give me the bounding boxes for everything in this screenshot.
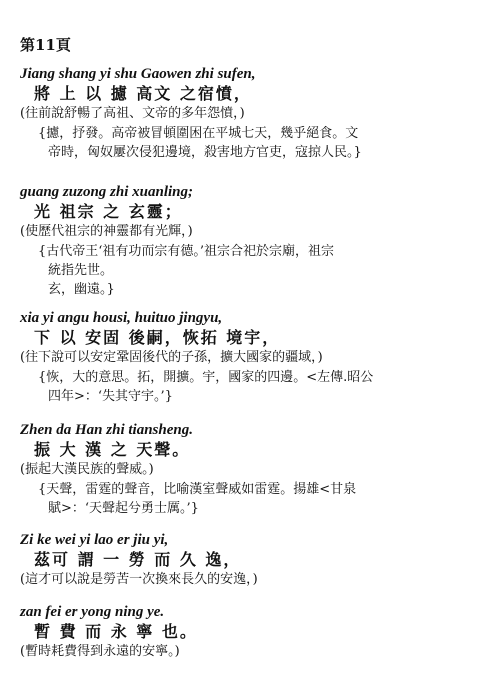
annotation-note [38,480,490,518]
hanzi-line: 下 以 安固 後嗣，恢拓 境宇， [34,328,281,347]
annotation-note [38,242,490,299]
note-line: {天聲，雷霆的聲音，比喻漢室聲威如雷霆。揚雄<甘泉 [38,482,357,497]
note-line: 玄，幽遠。} [48,282,115,297]
verse-section-1 [20,64,490,162]
translation-line: (往下說可以安定鞏固後代的子孫，擴大國家的疆域，) [20,350,323,365]
pinyin-line: Zi ke wei yi lao er jiu yi, [20,532,169,548]
note-line: 統指先世。 [48,263,114,278]
note-line: 帝時，匈奴屢次侵犯邊境，殺害地方官吏，寇掠人民。} [48,145,362,160]
hanzi-line: 茲可 謂 一 勞 而 久 逸， [34,550,242,569]
verse-section-6 [20,602,490,662]
annotation-note [38,368,490,406]
note-line: 賦>：‘天聲起兮勇士厲。’} [48,501,199,516]
verse-section-4 [20,420,490,518]
verse-section-5 [20,530,490,590]
pinyin-line: xia yi angu housi, huituo jingyu, [20,310,223,326]
hanzi-line: 將 上 以 攄 高文 之宿憤， [34,84,252,103]
pinyin-line: Zhen da Han zhi tiansheng. [20,422,193,438]
pinyin-line: guang zuzong zhi xuanling; [20,184,193,200]
note-line: {攄，抒發。高帝被冒頓圍困在平城七天，幾乎絕食。文 [38,126,359,141]
hanzi-line: 光 祖宗 之 玄靈； [34,202,183,221]
translation-line: (使歷代祖宗的神靈都有光輝，) [20,224,193,239]
note-line: 四年>：‘失其守宇。’} [48,389,173,404]
note-line: {古代帝王‘祖有功而宗有德。’祖宗合祀於宗廟，祖宗 [38,244,335,259]
annotation-note [38,124,490,162]
pinyin-line: zan fei er yong ning ye. [20,604,165,620]
translation-line: (往前說舒暢了高祖、文帝的多年怨憤，) [20,106,245,121]
hanzi-line: 振 大 漢 之 天聲。 [34,440,191,459]
note-line: {恢，大的意思。拓，開擴。宇，國家的四邊。<左傳.昭公 [38,370,374,385]
hanzi-line: 暫 費 而 永 寧 也。 [34,622,198,641]
translation-line: (這才可以說是勞苦一次換來長久的安逸，) [20,572,258,587]
translation-line: (振起大漢民族的聲威。) [20,462,154,477]
verse-section-2 [20,182,490,299]
verse-section-3 [20,308,490,406]
pinyin-line: Jiang shang yi shu Gaowen zhi sufen, [20,66,256,82]
translation-line: (暫時耗費得到永遠的安寧。) [20,644,180,659]
page-label: 第11頁 [20,36,71,54]
